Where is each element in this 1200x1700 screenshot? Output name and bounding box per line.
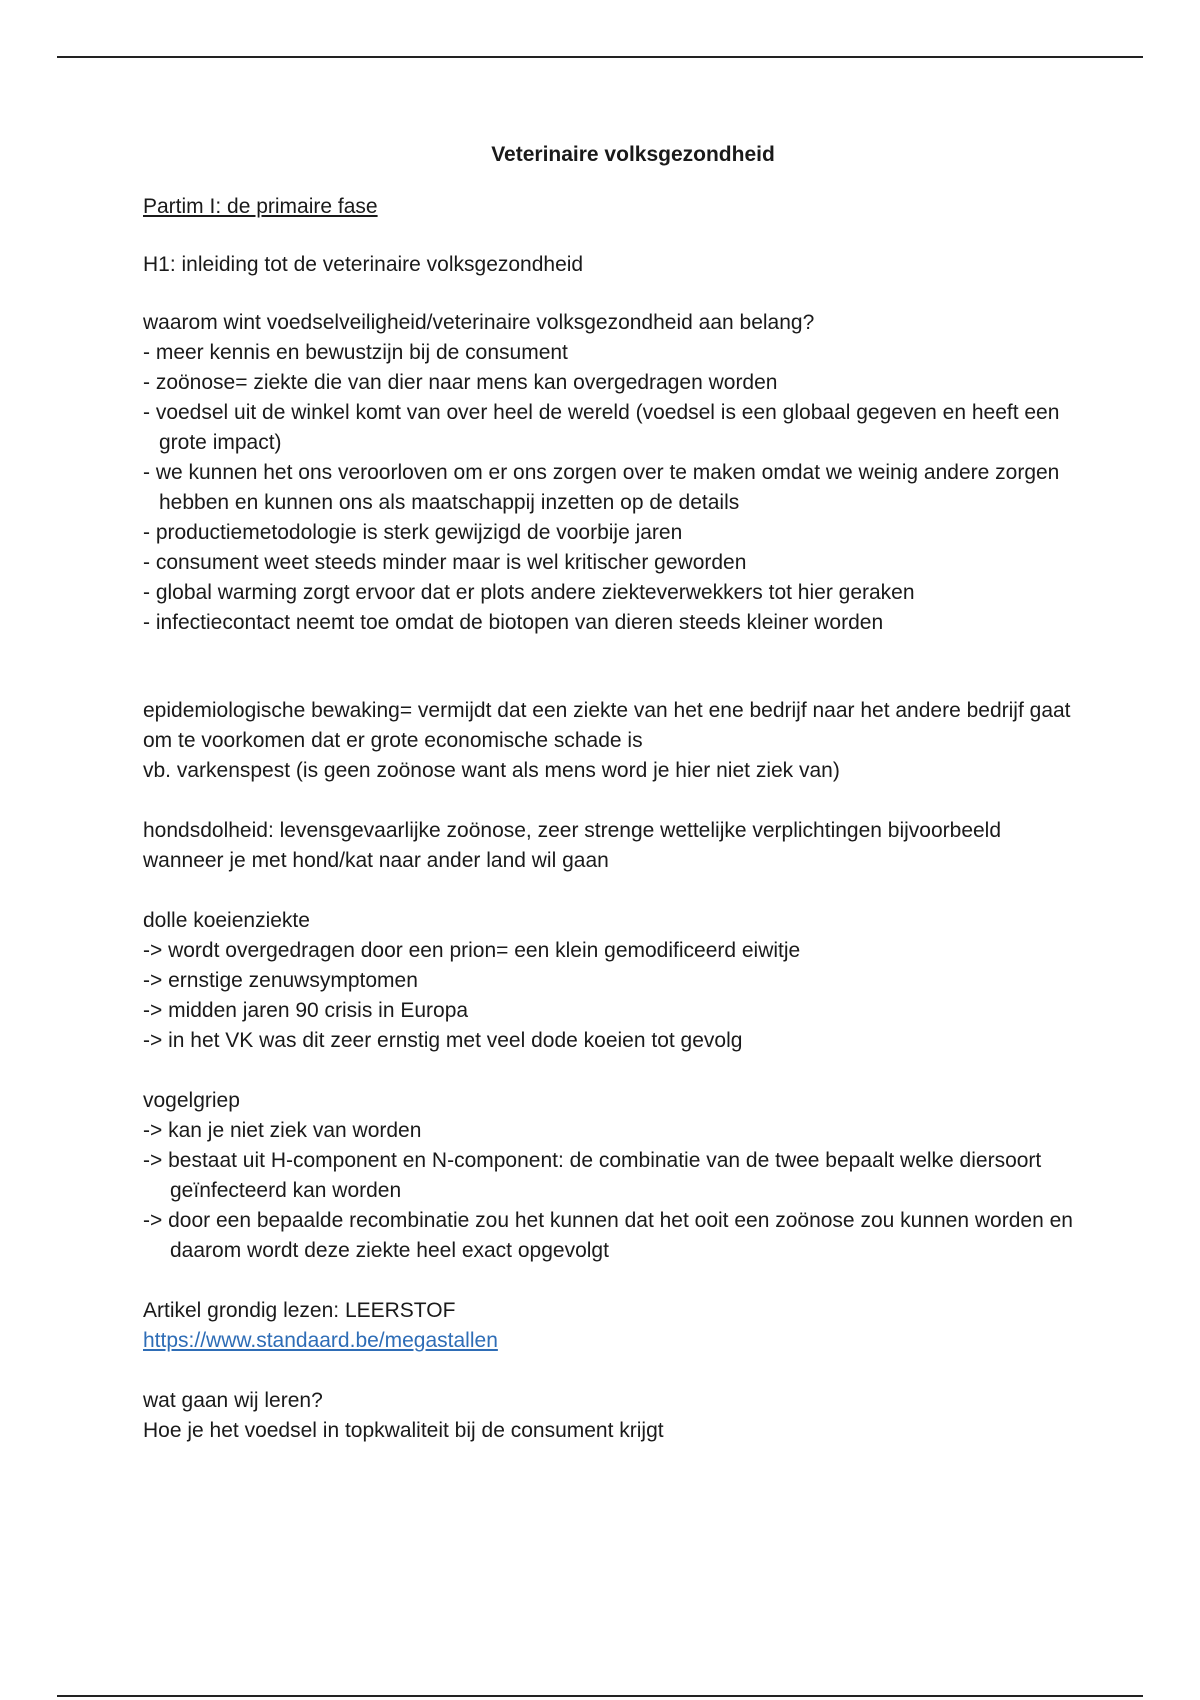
learn-question: wat gaan wij leren? [143, 1389, 323, 1412]
why-question: waarom wint voedselveiligheid/veterinaire volksgezondheid aan belang? [143, 311, 815, 334]
why-bullet-5: - productiemetodologie is sterk gewijzigd de voorbije jaren [143, 521, 683, 544]
section-birdflu [143, 1086, 1083, 1266]
document-body [143, 140, 1083, 1476]
why-bullet-6: - consument weet steeds minder maar is wel kritischer geworden [143, 551, 747, 574]
why-bullet-7: - global warming zorgt ervoor dat er plots andere ziekteverwekkers tot hier geraken [143, 581, 915, 604]
section-learn [143, 1386, 1083, 1446]
section-bse [143, 906, 1083, 1056]
bse-point-3: -> midden jaren 90 crisis in Europa [143, 999, 469, 1022]
birdflu-point-3: -> door een bepaalde recombinatie zou het kunnen dat het ooit een zoönose zou kunnen worden en daarom wordt deze ziekte heel exact opgevolgt [143, 1209, 1073, 1262]
section-epidemiology [143, 696, 1083, 786]
birdflu-point-1: -> kan je niet ziek van worden [143, 1119, 422, 1142]
why-bullet-8: - infectiecontact neemt toe omdat de biotopen van dieren steeds kleiner worden [143, 611, 884, 634]
epidemiology-definition: epidemiologische bewaking= vermijdt dat een ziekte van het ene bedrijf naar het andere bedrijf gaat om te voorkomen dat er grote economische schade is [143, 699, 1071, 752]
epidemiology-example: vb. varkenspest (is geen zoönose want als mens word je hier niet ziek van) [143, 759, 840, 782]
why-bullet-3: - voedsel uit de winkel komt van over heel de wereld (voedsel is een globaal gegeven en heeft een grote impact) [143, 401, 1060, 454]
bse-heading: dolle koeienziekte [143, 909, 310, 932]
section-why [143, 308, 1083, 638]
why-bullet-2: - zoönose= ziekte die van dier naar mens kan overgedragen worden [143, 371, 778, 394]
document-title: Veterinaire volksgezondheid [491, 143, 775, 166]
learn-answer: Hoe je het voedsel in topkwaliteit bij de consument krijgt [143, 1419, 664, 1442]
birdflu-heading: vogelgriep [143, 1089, 240, 1112]
bse-point-4: -> in het VK was dit zeer ernstig met veel dode koeien tot gevolg [143, 1029, 743, 1052]
article-label: Artikel grondig lezen: LEERSTOF [143, 1299, 456, 1322]
bse-point-1: -> wordt overgedragen door een prion= een klein gemodificeerd eiwitje [143, 939, 801, 962]
part-heading: Partim I: de primaire fase [143, 195, 378, 218]
page-top-rule [57, 56, 1143, 58]
why-bullet-1: - meer kennis en bewustzijn bij de consument [143, 341, 568, 364]
article-link[interactable]: https://www.standaard.be/megastallen [143, 1329, 498, 1352]
page-bottom-rule [57, 1695, 1143, 1697]
section-rabies [143, 816, 1083, 876]
birdflu-point-2: -> bestaat uit H-component en N-component: de combinatie van de twee bepaalt welke diersoort geïnfecteerd kan worden [143, 1149, 1042, 1202]
why-bullet-4: - we kunnen het ons veroorloven om er ons zorgen over te maken omdat we weinig andere zorgen hebben en kunnen ons als maatschappij inzetten op de details [143, 461, 1060, 514]
chapter-heading: H1: inleiding tot de veterinaire volksgezondheid [143, 253, 584, 276]
rabies-text: hondsdolheid: levensgevaarlijke zoönose, zeer strenge wettelijke verplichtingen bijvoorbeeld wanneer je met hond/kat naar ander land wil gaan [143, 819, 1002, 872]
section-article [143, 1296, 1083, 1356]
bse-point-2: -> ernstige zenuwsymptomen [143, 969, 418, 992]
